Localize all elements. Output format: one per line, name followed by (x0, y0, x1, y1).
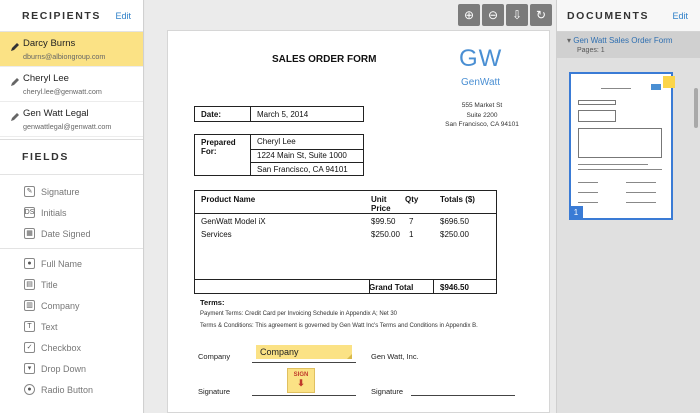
person-icon: ● (24, 258, 35, 269)
zoom-in-icon[interactable]: ⊕ (458, 4, 480, 26)
recipient-name: Gen Watt Legal (23, 108, 89, 119)
recipients-edit-link[interactable]: Edit (115, 10, 131, 21)
grand-total-col-divider (433, 279, 434, 293)
prepared-city: San Francisco, CA 94101 (251, 162, 363, 175)
sign-tag-label: SIGN (293, 372, 309, 378)
terms-title: Terms: (200, 298, 225, 307)
documents-edit-link[interactable]: Edit (672, 10, 688, 21)
product-table (194, 190, 497, 294)
address-line: Suite 2200 (466, 111, 498, 119)
recipient-email: genwattlegal@genwatt.com (23, 122, 112, 131)
address-line: 555 Market St (461, 102, 503, 109)
header-product-name: Product Name (201, 195, 256, 204)
grand-total-label: Grand Total (369, 283, 414, 292)
fields-header (0, 139, 143, 175)
field-date-signed[interactable] (0, 223, 143, 244)
scrollbar[interactable] (694, 88, 698, 128)
building-icon: ▥ (24, 300, 35, 311)
document-page (167, 30, 550, 413)
fields-group-data (0, 249, 143, 400)
calendar-icon: ▦ (24, 228, 35, 239)
table-header-divider (195, 213, 496, 214)
thumb-line (626, 202, 656, 203)
dropdown-icon: ▾ (24, 363, 35, 374)
company-value: Gen Watt, Inc. (371, 352, 419, 361)
field-label: Signature (41, 186, 80, 197)
grand-total-divider (195, 279, 496, 280)
thumb-box (578, 100, 616, 105)
company-label: Company (198, 352, 231, 361)
prepared-for-box (194, 134, 364, 176)
header-unit-price: Unit Price (371, 195, 391, 213)
documents-title: DOCUMENTS (567, 9, 650, 22)
document-pages: Pages: 1 (577, 47, 605, 54)
company-field-label: Company (260, 347, 299, 357)
field-text[interactable] (0, 316, 143, 337)
field-label: Full Name (41, 258, 83, 269)
recipient-item[interactable] (0, 102, 143, 137)
field-radio-button[interactable] (0, 379, 143, 400)
company-field-tag[interactable] (256, 345, 352, 359)
row-price: $99.50 (371, 217, 396, 226)
arrow-down-icon: ⬇ (297, 378, 305, 388)
documents-panel (556, 0, 700, 413)
row-product: Services (201, 230, 232, 239)
signature-underline (252, 395, 356, 396)
row-total: $696.50 (440, 217, 469, 226)
field-label: Checkbox (41, 342, 82, 353)
field-checkbox[interactable] (0, 337, 143, 358)
field-label: Title (41, 279, 58, 290)
field-label: Company (41, 300, 80, 311)
thumb-line (578, 169, 662, 170)
header-qty: Qty (405, 195, 419, 204)
terms-conditions: Terms & Conditions: This agreement is governed by Gen Watt Inc's Terms and Conditions in Appendix B. (200, 323, 478, 329)
document-name-text: Gen Watt Sales Order Form (573, 36, 673, 45)
field-full-name[interactable] (0, 253, 143, 274)
caret-down-icon: ▾ (567, 36, 574, 45)
date-value: March 5, 2014 (257, 109, 309, 119)
radio-icon: ● (24, 384, 35, 395)
field-label: Initials (41, 207, 67, 218)
field-label: Drop Down (41, 363, 87, 374)
fields-title: FIELDS (22, 151, 69, 163)
thumb-line (578, 192, 598, 193)
signature-label: Signature (198, 387, 231, 396)
row-product: GenWatt Model iX (201, 217, 266, 226)
date-box (194, 106, 364, 122)
recipient-name: Darcy Burns (23, 38, 76, 49)
download-icon[interactable]: ⇩ (506, 4, 528, 26)
resize-handle-icon[interactable] (347, 354, 352, 359)
zoom-out-icon[interactable]: ⊖ (482, 4, 504, 26)
row-qty: 7 (409, 217, 414, 226)
thumb-box (578, 128, 662, 158)
logo-initials: GW (459, 45, 503, 72)
field-label: Date Signed (41, 228, 91, 239)
address-line: San Francisco, CA 94101 (445, 121, 519, 128)
company-underline (252, 362, 356, 363)
row-qty: 1 (409, 230, 414, 239)
flag-icon (663, 76, 675, 88)
payment-terms: Payment Terms: Credit Card per Invoicing Schedule in Appendix A; Net 30 (200, 311, 397, 317)
documents-header (557, 0, 700, 32)
page-thumbnail[interactable] (569, 72, 673, 220)
document-list-item[interactable] (557, 32, 700, 58)
thumb-box (578, 110, 616, 122)
signature-label-2: Signature (371, 387, 404, 396)
thumbnail-page-number: 1 (569, 206, 583, 220)
field-company[interactable] (0, 295, 143, 316)
recipient-item[interactable] (0, 32, 143, 67)
field-drop-down[interactable] (0, 358, 143, 379)
fields-group-signing (0, 175, 143, 249)
document-title: SALES ORDER FORM (272, 54, 377, 65)
signature-icon: ✎ (24, 186, 35, 197)
header-totals: Totals ($) (440, 195, 475, 204)
left-sidebar (0, 0, 144, 413)
viewer-toolbar (458, 4, 552, 26)
prepared-name: Cheryl Lee (257, 137, 296, 147)
field-label: Text (41, 321, 58, 332)
recipients-title: RECIPIENTS (22, 9, 102, 22)
document-viewer (145, 0, 556, 413)
field-label: Radio Button (41, 384, 94, 395)
field-initials[interactable] (0, 202, 143, 223)
logo-name: GenWatt (461, 77, 501, 88)
sign-field-tag[interactable] (287, 368, 315, 393)
thumb-line (578, 182, 598, 183)
grand-total-value: $946.50 (440, 283, 469, 292)
thumb-line (626, 192, 656, 193)
field-title[interactable] (0, 274, 143, 295)
checkbox-icon: ✓ (24, 342, 35, 353)
signature-underline-2 (411, 395, 515, 396)
thumb-line (601, 88, 631, 89)
pen-icon (10, 112, 20, 122)
recipient-item[interactable] (0, 67, 143, 102)
thumb-line (578, 202, 598, 203)
thumb-logo (651, 84, 661, 90)
id-card-icon: ▤ (24, 279, 35, 290)
text-icon: T (24, 321, 35, 332)
row-total: $250.00 (440, 230, 469, 239)
field-signature[interactable] (0, 181, 143, 202)
initials-icon: DS (24, 209, 35, 216)
rotate-icon[interactable]: ↻ (530, 4, 552, 26)
row-price: $250.00 (371, 230, 400, 239)
thumb-line (578, 164, 648, 165)
prepared-street: 1224 Main St, Suite 1000 (251, 149, 363, 163)
document-name (567, 36, 694, 45)
recipients-header (0, 0, 143, 32)
thumb-line (626, 182, 656, 183)
pen-icon (10, 42, 20, 52)
recipient-email: dburns@albiongroup.com (23, 52, 106, 61)
recipient-name: Cheryl Lee (23, 73, 69, 84)
date-label: Date: (195, 107, 251, 121)
recipient-email: cheryl.lee@genwatt.com (23, 87, 102, 96)
prepared-label: Prepared For: (195, 135, 251, 175)
pen-icon (10, 77, 20, 87)
company-address (438, 101, 526, 130)
